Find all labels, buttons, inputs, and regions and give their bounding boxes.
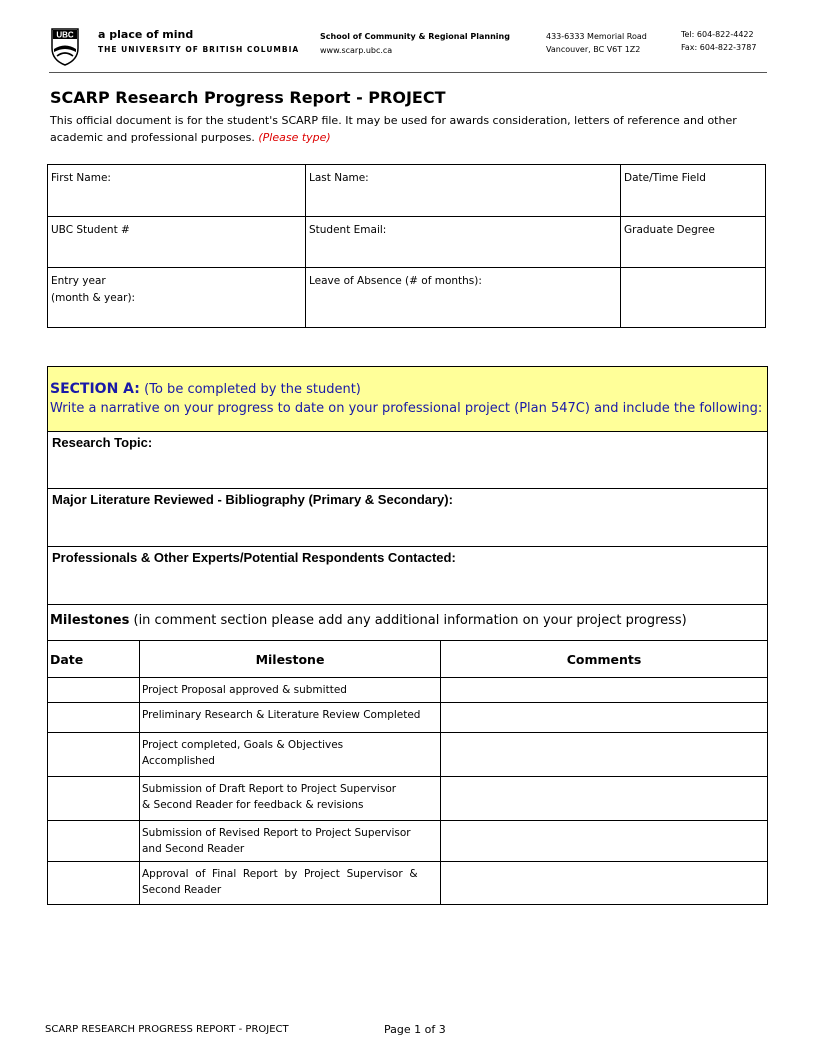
intro-note: (Please type) — [258, 131, 331, 144]
comments-cell[interactable] — [441, 678, 768, 703]
milestone-cell — [140, 777, 441, 821]
milestone-cell — [140, 703, 441, 733]
graduate-degree-label: Graduate Degree — [624, 224, 715, 236]
milestone-text: Project Proposal approved & submitted — [142, 684, 347, 696]
section-a-subheading: (To be completed by the student) — [144, 382, 361, 397]
table-row — [48, 821, 768, 862]
first-name-label: First Name: — [51, 172, 111, 184]
last-name-field[interactable] — [306, 165, 621, 217]
literature-field[interactable] — [48, 489, 768, 547]
section-a-header — [48, 367, 768, 432]
date-time-field[interactable] — [621, 165, 766, 217]
leave-of-absence-field[interactable] — [306, 268, 621, 328]
table-row — [48, 733, 768, 777]
table-row — [48, 678, 768, 703]
date-time-label: Date/Time Field — [624, 172, 706, 184]
address-line1: 433-6333 Memorial Road — [546, 32, 647, 41]
tagline: a place of mind — [98, 28, 194, 41]
website-link[interactable]: www.scarp.ubc.ca — [320, 46, 393, 55]
intro-text: This official document is for the student's SCARP file. It may be used for awards consideration, letters of reference and other academic and professional purposes. — [50, 114, 737, 144]
research-topic-label: Research Topic: — [52, 435, 153, 450]
table-row — [48, 862, 768, 905]
milestone-text: Preliminary Research & Literature Review Completed — [142, 709, 421, 721]
first-name-field[interactable] — [48, 165, 306, 217]
student-number-label: UBC Student # — [51, 224, 130, 236]
date-cell[interactable] — [48, 733, 140, 777]
milestone-text: Approval of Final Report by Project Supervisor & — [142, 868, 418, 880]
fax: Fax: 604-822-3787 — [681, 43, 757, 52]
contacts-field[interactable] — [48, 547, 768, 605]
column-header-milestone: Milestone — [140, 641, 441, 678]
comments-cell[interactable] — [441, 703, 768, 733]
university-name: THE UNIVERSITY OF BRITISH COLUMBIA — [98, 45, 300, 54]
comments-cell[interactable] — [441, 862, 768, 905]
milestone-text-cont: Second Reader — [142, 884, 222, 896]
ubc-crest-logo — [51, 28, 79, 66]
column-header-date: Date — [48, 641, 140, 678]
date-cell[interactable] — [48, 678, 140, 703]
milestone-text-cont: Accomplished — [142, 755, 215, 767]
comments-cell[interactable] — [441, 777, 768, 821]
comments-cell[interactable] — [441, 821, 768, 862]
empty-cell[interactable] — [621, 268, 766, 328]
comments-cell[interactable] — [441, 733, 768, 777]
page-number: Page 1 of 3 — [384, 1023, 446, 1036]
milestone-cell — [140, 862, 441, 905]
footer-title: SCARP RESEARCH PROGRESS REPORT - PROJECT — [45, 1024, 289, 1035]
entry-year-field[interactable] — [48, 268, 306, 328]
milestone-text: Submission of Revised Report to Project Supervisor — [142, 827, 411, 839]
milestone-cell — [140, 821, 441, 862]
table-row — [48, 703, 768, 733]
research-topic-field[interactable] — [48, 432, 768, 489]
milestone-cell — [140, 733, 441, 777]
address-line2: Vancouver, BC V6T 1Z2 — [546, 45, 641, 54]
page-title: SCARP Research Progress Report - PROJECT — [50, 88, 446, 107]
contacts-label: Professionals & Other Experts/Potential Respondents Contacted: — [52, 550, 456, 565]
date-cell[interactable] — [48, 862, 140, 905]
milestone-text-cont: & Second Reader for feedback & revisions — [142, 799, 364, 811]
table-row — [48, 777, 768, 821]
section-a-table — [47, 366, 768, 905]
telephone: Tel: 604-822-4422 — [681, 30, 754, 39]
date-cell[interactable] — [48, 703, 140, 733]
milestone-text: Submission of Draft Report to Project Supervisor — [142, 783, 397, 795]
milestone-cell — [140, 678, 441, 703]
graduate-degree-field[interactable] — [621, 217, 766, 268]
leave-of-absence-label: Leave of Absence (# of months): — [309, 275, 482, 287]
entry-year-label: Entry year — [51, 275, 106, 287]
column-header-comments: Comments — [441, 641, 768, 678]
intro-paragraph — [50, 112, 770, 146]
section-a-heading: SECTION A: — [50, 381, 140, 397]
milestones-note: (in comment section please add any additional information on your project progress) — [133, 613, 687, 628]
last-name-label: Last Name: — [309, 172, 369, 184]
student-info-table — [47, 164, 766, 328]
milestones-label: Milestones — [50, 613, 130, 628]
milestone-text-cont: and Second Reader — [142, 843, 245, 855]
student-email-label: Student Email: — [309, 224, 387, 236]
literature-label: Major Literature Reviewed - Bibliography (Primary & Secondary): — [52, 492, 453, 507]
school-name: School of Community & Regional Planning — [320, 32, 510, 41]
milestones-row — [48, 605, 768, 641]
svg-text:UBC: UBC — [56, 30, 74, 40]
section-a-instruction: Write a narrative on your progress to date on your professional project (Plan 547C) and include the following: — [50, 401, 763, 416]
date-cell[interactable] — [48, 821, 140, 862]
entry-year-sublabel: (month & year): — [51, 292, 136, 304]
student-email-field[interactable] — [306, 217, 621, 268]
student-number-field[interactable] — [48, 217, 306, 268]
date-cell[interactable] — [48, 777, 140, 821]
header-divider — [49, 72, 767, 73]
milestone-text: Project completed, Goals & Objectives — [142, 739, 344, 751]
